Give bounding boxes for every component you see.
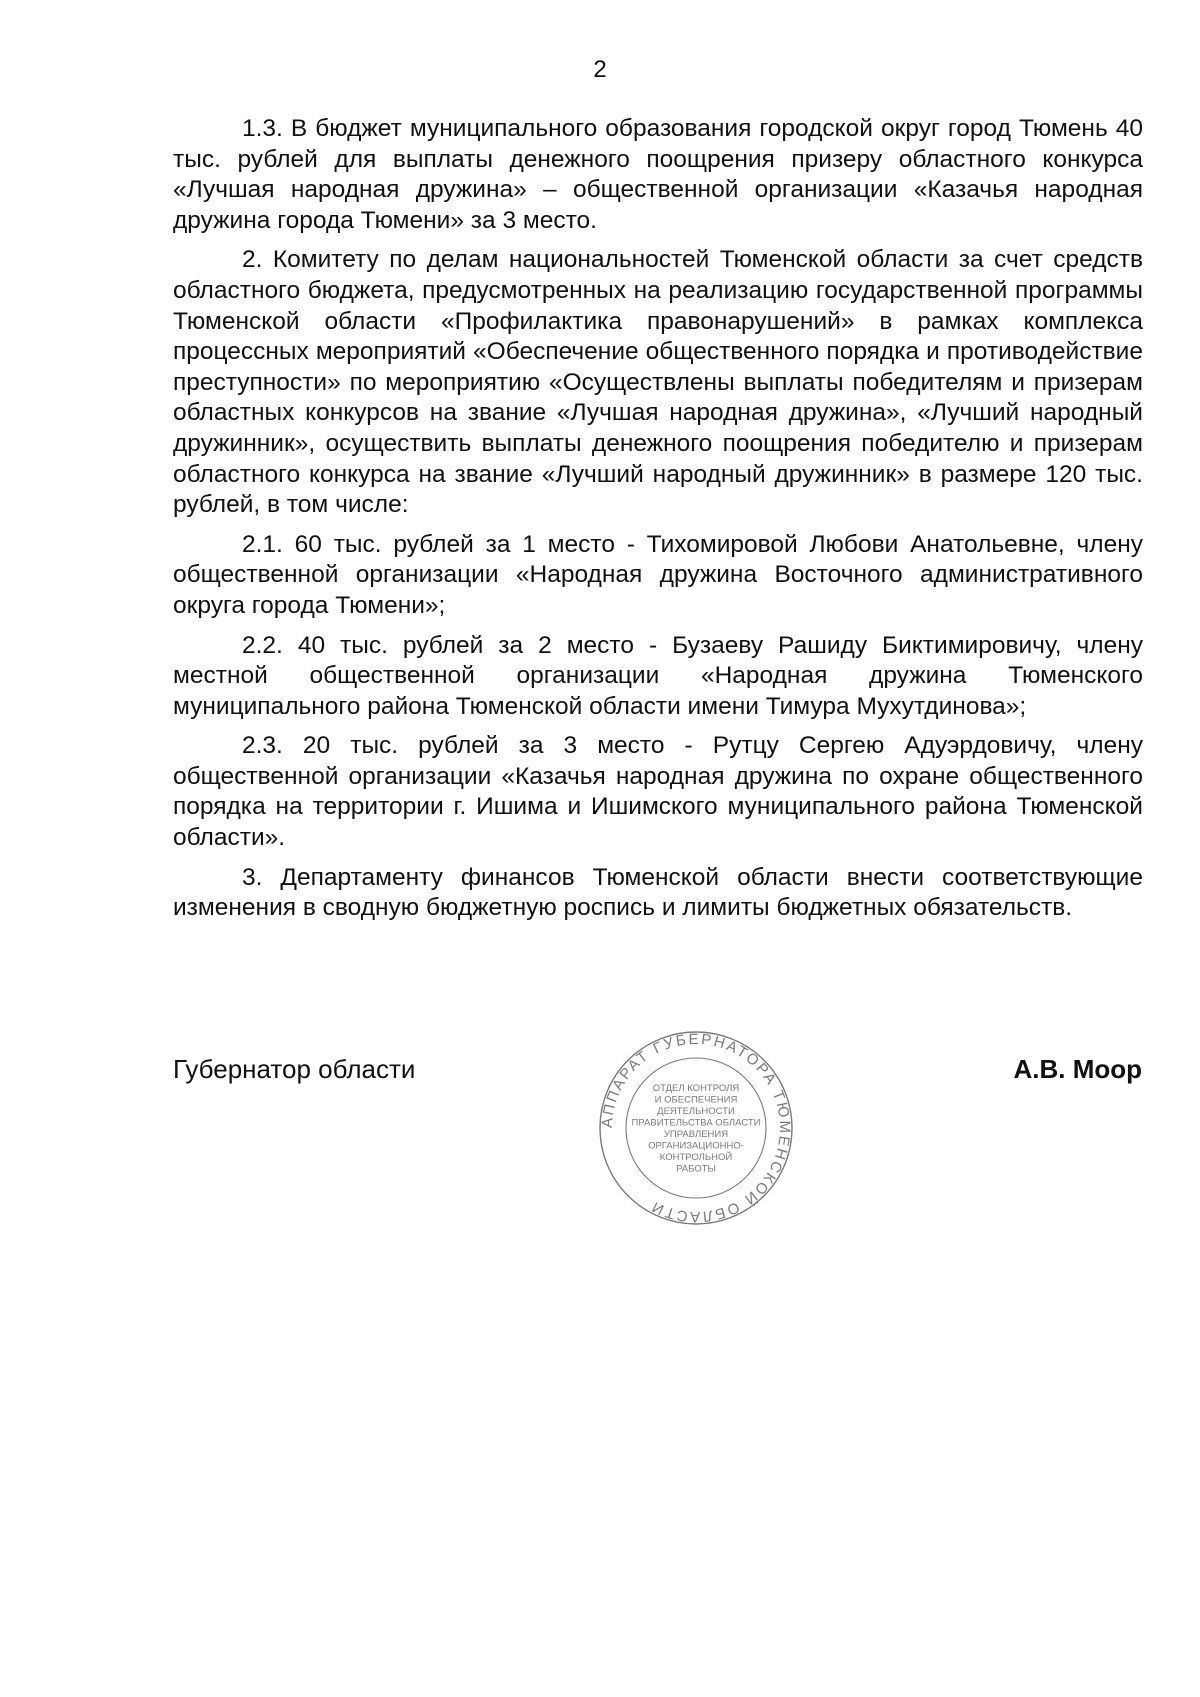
signatory-title: Губернатор области (173, 1054, 416, 1084)
page-number: 2 (593, 56, 607, 83)
signatory-name: А.В. Моор (1013, 1054, 1142, 1084)
stamp-icon (598, 1030, 794, 1226)
paragraph-2-2: 2.2. 40 тыс. рублей за 2 место - Бузаеву Рашиду Биктимировичу, члену местной общественной организации «Народная дружина Тюменского муниципального района Тюменской области имени Тимура Мухутдинова»; (173, 631, 1143, 720)
document-body (173, 114, 1143, 933)
stamp-inner-line: ОРГАНИЗАЦИОННО- (648, 1140, 744, 1152)
stamp-inner-line: РАБОТЫ (676, 1163, 716, 1175)
stamp-inner-line: УПРАВЛЕНИЯ (663, 1128, 729, 1140)
paragraph-2: 2. Комитету по делам национальностей Тюменской области за счет средств областного бюджета, предусмотренных на реализацию государственной программы Тюменской области «Профилактика правонарушений» в рамках комплекса процессных мероприятий «Обеспечение общественного порядка и противодействие преступности» по мероприятию «Осуществлены выплаты победителям и призерам областных конкурсов на звание «Лучшая народная дружина», «Лучший народный дружинник», осуществить выплаты денежного поощрения победителю и призерам областного конкурса на звание «Лучший народный дружинник» в размере 120 тыс. рублей, в том числе: (173, 246, 1143, 519)
stamp-inner-line: ДЕЯТЕЛЬНОСТИ (657, 1105, 735, 1117)
stamp-inner-line: И ОБЕСПЕЧЕНИЯ (654, 1094, 738, 1106)
paragraph-3: 3. Департаменту финансов Тюменской области внести соответствующие изменения в сводную бюджетную роспись и лимиты бюджетных обязательств. (173, 863, 1143, 922)
stamp-inner-line: ПРАВИТЕЛЬСТВА ОБЛАСТИ (631, 1117, 761, 1129)
stamp-inner-line: ОТДЕЛ КОНТРОЛЯ (652, 1082, 740, 1094)
paragraph-1-3: 1.3. В бюджет муниципального образования городской округ город Тюмень 40 тыс. рублей для выплаты денежного поощрения призеру областного конкурса «Лучшая народная дружина» – общественной организации «Казачья народная дружина города Тюмени» за 3 место. (173, 115, 1143, 234)
paragraph-2-3: 2.3. 20 тыс. рублей за 3 место - Рутцу Сергею Адуэрдовичу, члену общественной организации «Казачья народная дружина по охране общественного порядка на территории г. Ишима и Ишимского муниципального района Тюменской области». (173, 732, 1143, 852)
stamp-inner-line: КОНТРОЛЬНОЙ (659, 1151, 733, 1163)
paragraph-2-1: 2.1. 60 тыс. рублей за 1 место - Тихомировой Любови Анатольевне, члену общественной организации «Народная дружина Восточного административного округа города Тюмени»; (173, 530, 1143, 619)
official-stamp (598, 1030, 794, 1226)
stamp-ring-text: АППАРАТ ГУБЕРНАТОРА ТЮМЕНСКОЙ ОБЛАСТИ (598, 1030, 794, 1226)
